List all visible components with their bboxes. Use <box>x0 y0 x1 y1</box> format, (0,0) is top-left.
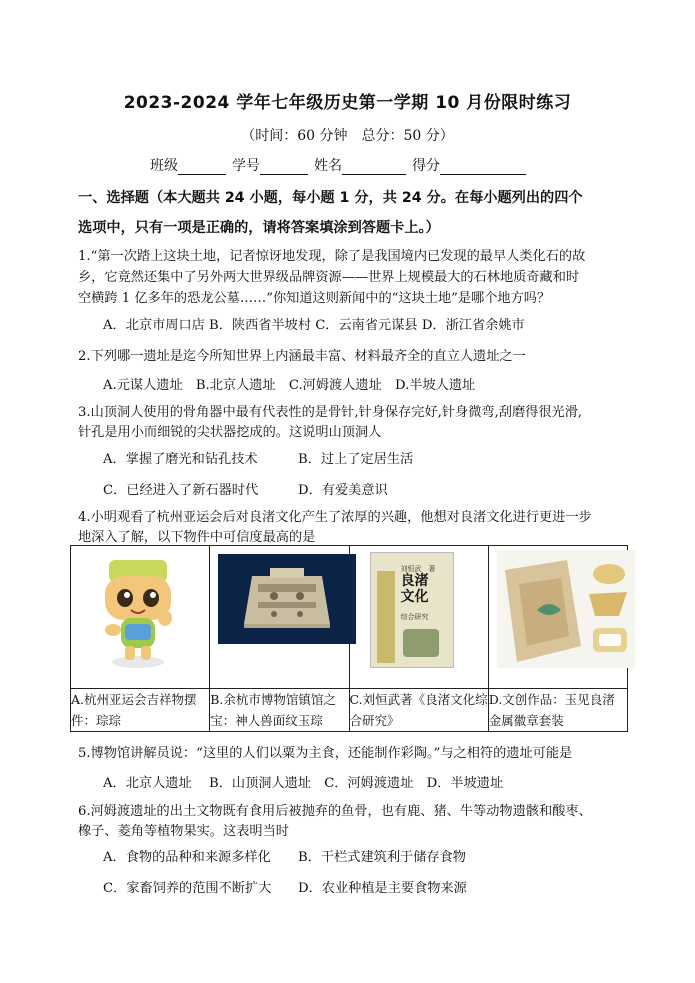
q4-image-d <box>488 546 627 689</box>
name-label: 姓名 <box>314 158 342 174</box>
name-blank[interactable] <box>342 160 406 175</box>
q4-caption-d: D.文创作品：玉见良渚金属徽章套装 <box>488 689 627 732</box>
q4-caption-c: C.刘恒武著《良渚文化综合研究》 <box>349 689 488 732</box>
score-label: 得分 <box>412 158 440 174</box>
q6-option-c: C．家畜饲养的范围不断扩大 <box>103 881 272 896</box>
mascot-image <box>95 554 181 672</box>
q3-option-b: B．过上了定居生活 <box>298 452 414 467</box>
q3-stem-line1: 3.山顶洞人使用的骨角器中最有代表性的是骨针,针身保存完好,针身微弯,刮磨得很光滑, <box>78 405 583 420</box>
q4-image-table <box>70 545 628 732</box>
q3-option-c: C．已经进入了新石器时代 <box>103 483 259 498</box>
q4-caption-b: B.余杭市博物馆镇馆之宝：神人兽面纹玉琮 <box>210 689 349 732</box>
q4-stem-line1: 4.小明观看了杭州亚运会后对良渚文化产生了浓厚的兴趣，他想对良渚文化进行更进一步 <box>78 510 592 525</box>
q4-stem-line2: 地深入了解，以下物件中可信度最高的是 <box>78 530 316 545</box>
student-fields <box>150 155 532 175</box>
q6-option-b: B．干栏式建筑利于储存食物 <box>298 850 466 865</box>
q3-stem-line2: 针孔是用小而细锐的尖状器挖成的。这说明山顶洞人 <box>78 425 382 440</box>
q2-options: A.元谋人遗址 B.北京人遗址 C.河姆渡人遗址 D.半坡人遗址 <box>103 378 476 393</box>
jade-cong-photo <box>218 554 356 644</box>
class-label: 班级 <box>150 158 178 174</box>
q1-stem-line2: 乡，它竟然还集中了另外两大世界级品牌资源——世界上规模最大的石林地质奇藏和时 <box>78 270 580 285</box>
q4-caption-a: A.杭州亚运会吉祥物摆件：琮琮 <box>71 689 210 732</box>
book-title: 良渚文化 <box>400 573 429 605</box>
q1-options: A．北京市周口店 B．陕西省半坡村 C．云南省元谋县 D．浙江省余姚市 <box>103 318 525 333</box>
exam-info: （时间：60 分钟 总分：50 分） <box>241 128 454 144</box>
section-heading-line2: 选项中，只有一项是正确的，请将答案填涂到答题卡上。） <box>78 220 440 236</box>
q6-stem-line2: 橡子、菱角等植物果实。这表明当时 <box>78 824 289 839</box>
q5-stem: 5.博物馆讲解员说：“这里的人们以粟为主食，还能制作彩陶。”与之相符的遗址可能是 <box>78 746 573 761</box>
q1-stem-line1: 1.“第一次踏上这块土地，记者惊讶地发现，除了是我国境内已发现的最早人类化石的故 <box>78 249 586 264</box>
student-id-label: 学号 <box>232 158 260 174</box>
q4-image-c <box>349 546 488 689</box>
q2-stem: 2.下列哪一遗址是迄今所知世界上内涵最丰富、材料最齐全的直立人遗址之一 <box>78 349 526 364</box>
q6-option-d: D．农业种植是主要食物来源 <box>298 881 467 896</box>
page-title: 2023-2024 学年七年级历史第一学期 10 月份限时练习 <box>123 93 572 113</box>
student-id-blank[interactable] <box>260 160 308 175</box>
badge-set-photo <box>497 550 635 668</box>
q3-option-d: D．有爱美意识 <box>298 483 388 498</box>
book-cover <box>370 552 454 668</box>
class-blank[interactable] <box>178 160 226 175</box>
book-cover-artifact <box>403 629 439 657</box>
q6-option-a: A．食物的品种和来源多样化 <box>103 850 271 865</box>
q5-options: A．北京人遗址 B．山顶洞人遗址 C．河姆渡遗址 D．半坡遗址 <box>103 776 504 791</box>
q4-image-b <box>210 546 349 689</box>
book-author: 刘恒武 著 <box>400 565 436 573</box>
score-blank[interactable] <box>440 160 526 175</box>
q6-stem-line1: 6.河姆渡遗址的出土文物既有食用后被抛弃的鱼骨，也有鹿、猪、牛等动物遗骸和酸枣、 <box>78 804 592 819</box>
q3-option-a: A．掌握了磨光和钻孔技术 <box>103 452 258 467</box>
section-heading-line1: 一、选择题（本大题共 24 小题，每小题 1 分，共 24 分。在每小题列出的四个 <box>78 190 583 206</box>
q1-stem-line3: 空横跨 1 亿多年的恐龙公墓……”你知道这则新闻中的“这块土地”是哪个地方吗？ <box>78 291 551 306</box>
q4-image-a <box>71 546 210 689</box>
book-subtitle: 综合研究 <box>400 613 429 621</box>
book-spine-stripe <box>377 571 395 663</box>
